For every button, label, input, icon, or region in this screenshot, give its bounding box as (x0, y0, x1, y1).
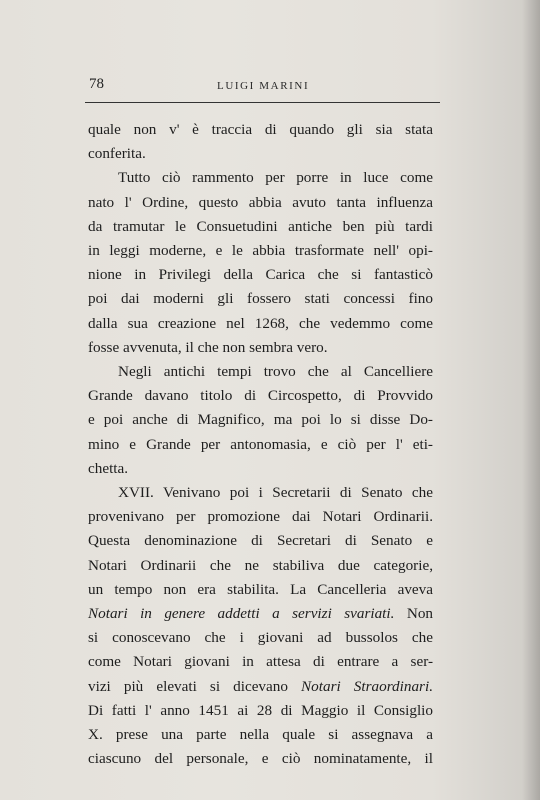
text-fragment: vizi più elevati si dicevano (88, 677, 302, 695)
text-line (88, 602, 433, 626)
text-line: e poi anche di Magnifico, ma poi lo si disse Do- (88, 411, 433, 429)
text-line: Di fatti l' anno 1451 ai 28 di Maggio il Consiglio (88, 701, 433, 719)
text-line: chetta. (88, 459, 129, 477)
page-number: 78 (89, 76, 104, 92)
running-head: LUIGI MARINI (217, 80, 310, 92)
text-line: nione in Privilegi della Carica che si fantasticò (88, 266, 433, 284)
text-line: poi dai moderni gli fossero stati concessi fino (88, 290, 433, 308)
text-line: fosse avvenuta, il che non sembra vero. (88, 338, 328, 356)
text-line: si conoscevano che i giovani ad bussolos che (88, 629, 433, 647)
text-line: quale non v' è traccia di quando gli sia stata (88, 121, 433, 138)
text-line (88, 675, 433, 699)
text-line: mino e Grande per antonomasia, e ciò per l' eti- (88, 435, 433, 453)
text-line: conferita. (88, 145, 146, 163)
page-header (85, 76, 440, 96)
section-heading-line: XVII. Venivano poi i Secretarii di Senato che (118, 484, 433, 502)
text-line: come Notari giovani in attesa di entrare a ser- (88, 653, 433, 671)
header-rule (85, 102, 440, 103)
text-line: dalla sua creazione nel 1268, che vedemmo come (88, 314, 433, 332)
text-line: Negli antichi tempi trovo che al Cancelliere (118, 363, 433, 381)
body-text (88, 118, 433, 771)
text-line: ciascuno del personale, e ciò nominatamente, il (88, 750, 433, 768)
text-line: Questa denominazione di Secretari di Senato e (88, 532, 433, 550)
text-line: un tempo non era stabilita. La Cancelleria aveva (88, 580, 433, 598)
text-line: da tramutar le Consuetudini antiche ben più tardi (88, 217, 433, 235)
text-line: nato l' Ordine, questo abbia avuto tanta influenza (88, 193, 433, 211)
text-line: provenivano per promozione dai Notari Ordinarii. (88, 508, 433, 526)
italic-phrase: Notari Straordinari. (301, 677, 433, 695)
italic-phrase: Notari in genere addetti a servizi svariati. (88, 605, 395, 623)
text-line: Notari Ordinarii che ne stabiliva due categorie, (88, 556, 433, 574)
text-line: Tutto ciò rammento per porre in luce come (118, 169, 433, 187)
text-line: Grande davano titolo di Circospetto, di Provvido (88, 387, 433, 405)
text-fragment: Non (394, 605, 434, 623)
text-line: in leggi moderne, e le abbia trasformate nell' opi- (88, 242, 433, 260)
page-edge-shadow (522, 0, 540, 800)
text-line: X. prese una parte nella quale si assegnava a (88, 726, 433, 744)
